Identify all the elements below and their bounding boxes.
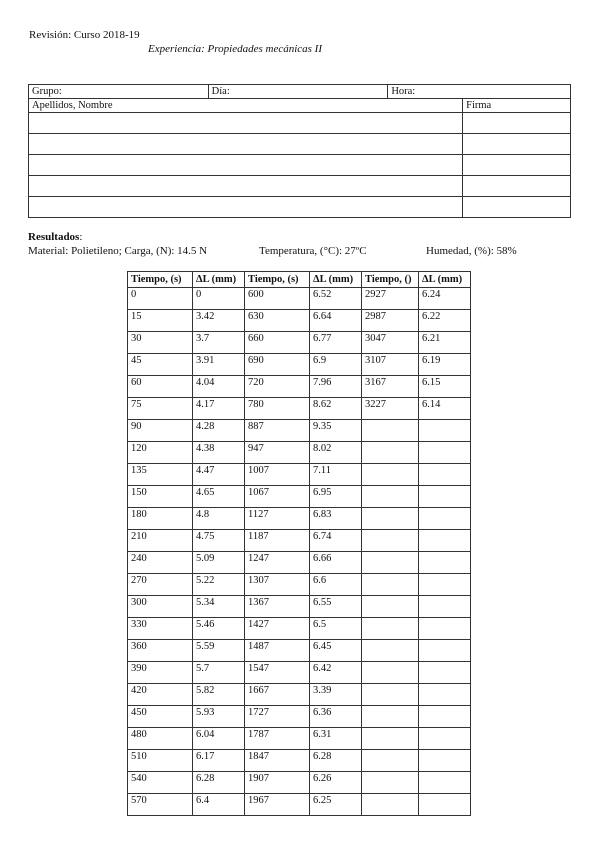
table-cell: 75 xyxy=(128,398,193,420)
table-cell: 450 xyxy=(128,706,193,728)
hora-field[interactable] xyxy=(388,85,571,99)
table-cell xyxy=(419,508,471,530)
table-cell: 6.21 xyxy=(419,332,471,354)
table-cell: 135 xyxy=(128,464,193,486)
table-cell: 690 xyxy=(245,354,310,376)
table-cell: 3.7 xyxy=(193,332,245,354)
experiment-title: Experiencia: Propiedades mecánicas II xyxy=(148,43,323,55)
table-cell xyxy=(362,508,419,530)
table-cell: 1667 xyxy=(245,684,310,706)
revision-text: Revisión: Curso 2018-19 xyxy=(29,29,140,41)
table-cell: 5.93 xyxy=(193,706,245,728)
table-cell xyxy=(362,486,419,508)
table-cell xyxy=(362,684,419,706)
table-cell: 390 xyxy=(128,662,193,684)
table-cell: 1307 xyxy=(245,574,310,596)
table-cell: 6.26 xyxy=(310,772,362,794)
col-header-delta-3: ΔL (mm) xyxy=(419,272,471,288)
table-cell: 4.47 xyxy=(193,464,245,486)
table-cell xyxy=(362,794,419,816)
table-cell: 3.39 xyxy=(310,684,362,706)
table-cell: 1127 xyxy=(245,508,310,530)
col-header-delta-2: ΔL (mm) xyxy=(310,272,362,288)
grupo-field[interactable] xyxy=(29,85,209,99)
table-cell: 30 xyxy=(128,332,193,354)
table-cell: 3.42 xyxy=(193,310,245,332)
table-cell: 3167 xyxy=(362,376,419,398)
table-cell xyxy=(419,750,471,772)
table-row xyxy=(128,662,471,684)
table-cell: 5.22 xyxy=(193,574,245,596)
humidity-text: Humedad, (%): 58% xyxy=(426,245,517,257)
table-cell: 5.46 xyxy=(193,618,245,640)
table-cell xyxy=(362,552,419,574)
table-cell: 60 xyxy=(128,376,193,398)
table-cell: 210 xyxy=(128,530,193,552)
table-cell: 330 xyxy=(128,618,193,640)
table-row xyxy=(128,794,471,816)
table-cell: 480 xyxy=(128,728,193,750)
hora-label: Hora: xyxy=(391,86,416,97)
table-cell: 8.62 xyxy=(310,398,362,420)
table-cell: 90 xyxy=(128,420,193,442)
signature-field[interactable] xyxy=(463,134,571,155)
table-cell: 6.52 xyxy=(310,288,362,310)
table-cell: 4.28 xyxy=(193,420,245,442)
table-cell: 9.35 xyxy=(310,420,362,442)
table-cell: 5.7 xyxy=(193,662,245,684)
table-cell: 4.38 xyxy=(193,442,245,464)
table-cell xyxy=(419,794,471,816)
table-cell: 1967 xyxy=(245,794,310,816)
table-cell: 6.55 xyxy=(310,596,362,618)
table-cell: 6.36 xyxy=(310,706,362,728)
table-cell: 6.25 xyxy=(310,794,362,816)
table-cell xyxy=(419,596,471,618)
table-row xyxy=(128,640,471,662)
table-row xyxy=(128,552,471,574)
table-cell xyxy=(419,464,471,486)
table-cell: 7.11 xyxy=(310,464,362,486)
table-cell xyxy=(419,772,471,794)
table-cell xyxy=(419,574,471,596)
grupo-label: Grupo: xyxy=(32,86,62,97)
material-text: Material: Polietileno; Carga, (N): 14.5 N xyxy=(28,245,208,257)
table-cell: 360 xyxy=(128,640,193,662)
table-cell: 6.22 xyxy=(419,310,471,332)
table-cell xyxy=(419,486,471,508)
table-cell: 6.04 xyxy=(193,728,245,750)
table-cell xyxy=(419,442,471,464)
table-cell: 3047 xyxy=(362,332,419,354)
table-cell xyxy=(362,442,419,464)
table-row xyxy=(128,376,471,398)
table-cell: 720 xyxy=(245,376,310,398)
table-cell xyxy=(362,750,419,772)
name-entry-field[interactable] xyxy=(29,155,463,176)
table-cell: 510 xyxy=(128,750,193,772)
table-row xyxy=(128,508,471,530)
table-cell: 6.17 xyxy=(193,750,245,772)
table-cell xyxy=(362,464,419,486)
table-cell: 5.82 xyxy=(193,684,245,706)
table-cell: 570 xyxy=(128,794,193,816)
table-cell: 887 xyxy=(245,420,310,442)
name-entry-field[interactable] xyxy=(29,134,463,155)
dia-label: Día: xyxy=(211,86,230,97)
table-row xyxy=(128,772,471,794)
table-cell xyxy=(362,640,419,662)
table-cell: 270 xyxy=(128,574,193,596)
table-row xyxy=(128,288,471,310)
table-row xyxy=(128,332,471,354)
table-cell xyxy=(419,728,471,750)
signature-field[interactable] xyxy=(463,155,571,176)
table-cell xyxy=(419,706,471,728)
table-cell xyxy=(362,530,419,552)
table-row xyxy=(128,486,471,508)
table-cell: 1907 xyxy=(245,772,310,794)
table-cell: 6.9 xyxy=(310,354,362,376)
table-cell: 4.04 xyxy=(193,376,245,398)
table-cell xyxy=(362,420,419,442)
table-cell: 1247 xyxy=(245,552,310,574)
table-cell: 180 xyxy=(128,508,193,530)
table-cell xyxy=(419,530,471,552)
signature-field[interactable] xyxy=(463,176,571,197)
table-row xyxy=(128,398,471,420)
table-cell: 600 xyxy=(245,288,310,310)
table-cell: 3107 xyxy=(362,354,419,376)
temperature-text: Temperatura, (°C): 27ºC xyxy=(259,245,367,257)
table-cell: 6.74 xyxy=(310,530,362,552)
table-row xyxy=(128,420,471,442)
table-cell xyxy=(419,618,471,640)
table-cell: 1787 xyxy=(245,728,310,750)
table-cell: 6.45 xyxy=(310,640,362,662)
name-entry-field[interactable] xyxy=(29,113,463,134)
table-cell: 6.42 xyxy=(310,662,362,684)
table-row xyxy=(128,684,471,706)
table-cell: 45 xyxy=(128,354,193,376)
table-cell xyxy=(362,728,419,750)
table-cell xyxy=(419,552,471,574)
dia-field[interactable] xyxy=(208,85,388,99)
table-row xyxy=(128,618,471,640)
table-cell: 8.02 xyxy=(310,442,362,464)
table-cell: 0 xyxy=(128,288,193,310)
table-cell: 6.83 xyxy=(310,508,362,530)
table-cell: 6.28 xyxy=(310,750,362,772)
table-cell: 5.59 xyxy=(193,640,245,662)
firma-header: Firma xyxy=(463,99,571,113)
table-cell xyxy=(419,420,471,442)
results-heading: Resultados: xyxy=(28,231,83,243)
table-cell: 15 xyxy=(128,310,193,332)
table-cell: 2987 xyxy=(362,310,419,332)
table-row xyxy=(128,464,471,486)
col-header-tiempo-2: Tiempo, (s) xyxy=(245,272,310,288)
table-cell xyxy=(419,662,471,684)
name-entry-field[interactable] xyxy=(29,176,463,197)
table-row xyxy=(128,728,471,750)
table-cell: 6.19 xyxy=(419,354,471,376)
table-cell xyxy=(419,640,471,662)
table-cell: 947 xyxy=(245,442,310,464)
table-cell: 6.15 xyxy=(419,376,471,398)
table-cell: 1487 xyxy=(245,640,310,662)
table-cell: 6.64 xyxy=(310,310,362,332)
signature-field[interactable] xyxy=(463,113,571,134)
table-row xyxy=(128,354,471,376)
conditions-line xyxy=(28,245,588,257)
table-cell: 6.28 xyxy=(193,772,245,794)
table-cell xyxy=(362,596,419,618)
table-cell: 6.6 xyxy=(310,574,362,596)
table-row xyxy=(128,530,471,552)
table-cell: 7.96 xyxy=(310,376,362,398)
table-cell: 1007 xyxy=(245,464,310,486)
table-cell: 6.95 xyxy=(310,486,362,508)
apellidos-header: Apellidos, Nombre xyxy=(29,99,463,113)
table-cell: 660 xyxy=(245,332,310,354)
table-row xyxy=(128,706,471,728)
table-cell: 6.66 xyxy=(310,552,362,574)
col-header-tiempo-3: Tiempo, () xyxy=(362,272,419,288)
table-row xyxy=(128,596,471,618)
name-entry-field[interactable] xyxy=(29,197,463,218)
table-cell: 1727 xyxy=(245,706,310,728)
table-cell: 1067 xyxy=(245,486,310,508)
table-cell: 0 xyxy=(193,288,245,310)
table-cell: 540 xyxy=(128,772,193,794)
table-row xyxy=(128,750,471,772)
table-row xyxy=(128,574,471,596)
table-cell: 3227 xyxy=(362,398,419,420)
table-cell: 240 xyxy=(128,552,193,574)
table-cell: 4.8 xyxy=(193,508,245,530)
table-row xyxy=(128,310,471,332)
table-cell: 1187 xyxy=(245,530,310,552)
signature-field[interactable] xyxy=(463,197,571,218)
table-cell: 5.09 xyxy=(193,552,245,574)
table-cell: 6.4 xyxy=(193,794,245,816)
table-cell xyxy=(419,684,471,706)
table-cell: 420 xyxy=(128,684,193,706)
table-cell: 6.24 xyxy=(419,288,471,310)
table-cell: 2927 xyxy=(362,288,419,310)
table-cell: 120 xyxy=(128,442,193,464)
table-cell: 1427 xyxy=(245,618,310,640)
table-cell xyxy=(362,618,419,640)
table-cell: 1547 xyxy=(245,662,310,684)
table-cell: 780 xyxy=(245,398,310,420)
table-cell: 6.5 xyxy=(310,618,362,640)
table-cell: 3.91 xyxy=(193,354,245,376)
table-cell xyxy=(362,772,419,794)
table-cell: 5.34 xyxy=(193,596,245,618)
table-cell: 6.77 xyxy=(310,332,362,354)
table-cell: 6.14 xyxy=(419,398,471,420)
table-cell: 1847 xyxy=(245,750,310,772)
table-cell: 4.65 xyxy=(193,486,245,508)
table-cell: 300 xyxy=(128,596,193,618)
results-data-table xyxy=(127,271,471,816)
group-info-table xyxy=(28,84,571,218)
table-cell: 1367 xyxy=(245,596,310,618)
table-cell: 150 xyxy=(128,486,193,508)
table-cell xyxy=(362,574,419,596)
col-header-delta-1: ΔL (mm) xyxy=(193,272,245,288)
table-cell: 4.17 xyxy=(193,398,245,420)
col-header-tiempo-1: Tiempo, (s) xyxy=(128,272,193,288)
table-cell xyxy=(362,662,419,684)
table-cell xyxy=(362,706,419,728)
table-cell: 630 xyxy=(245,310,310,332)
table-cell: 4.75 xyxy=(193,530,245,552)
table-row xyxy=(128,442,471,464)
table-cell: 6.31 xyxy=(310,728,362,750)
